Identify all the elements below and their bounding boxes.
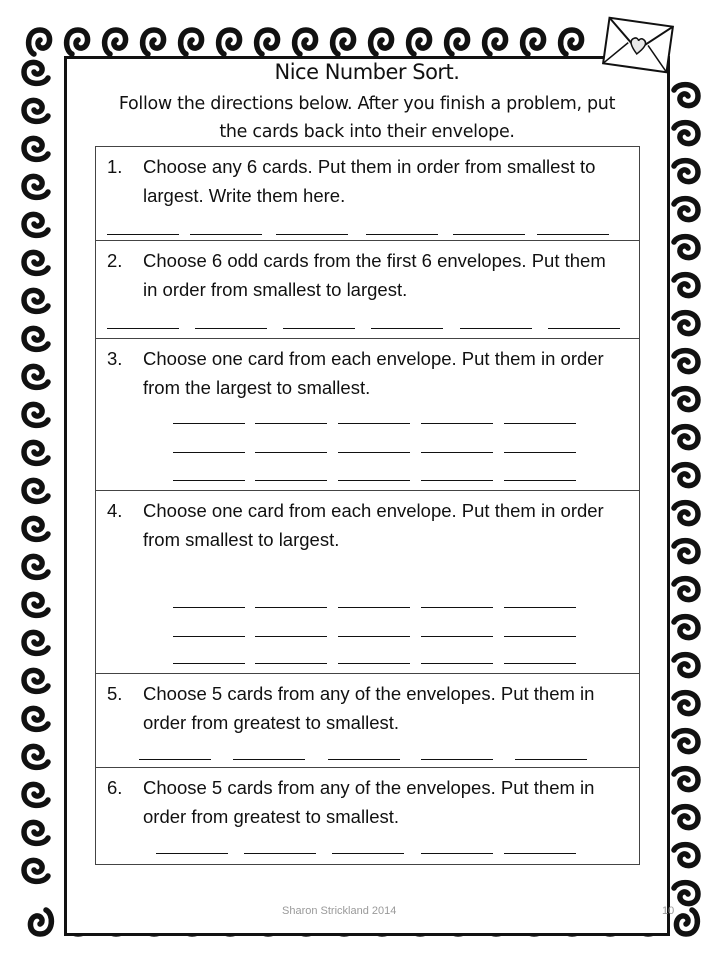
swirl-icon <box>24 670 48 691</box>
answer-blank[interactable] <box>233 759 305 760</box>
answer-blank[interactable] <box>504 663 576 664</box>
answer-blank[interactable] <box>255 663 327 664</box>
swirl-icon <box>674 351 698 372</box>
question-number: 1. <box>107 156 123 177</box>
answer-blank[interactable] <box>276 234 348 235</box>
swirl-icon <box>24 214 48 235</box>
question-number: 5. <box>107 683 123 704</box>
swirl-icon <box>24 632 48 653</box>
swirl-icon <box>143 30 164 54</box>
answer-blank[interactable] <box>504 452 576 453</box>
question-row-5 <box>96 674 639 768</box>
swirl-icon <box>24 594 48 615</box>
answer-blank[interactable] <box>548 328 620 329</box>
question-text: Choose 5 cards from any of the envelopes. Put them in order from greatest to smallest. <box>143 683 595 733</box>
swirl-icon <box>24 822 48 843</box>
swirl-icon <box>24 328 48 349</box>
answer-blank[interactable] <box>156 853 228 854</box>
page-number: 10 <box>662 905 675 917</box>
footer-credit: Sharon Strickland 2014 <box>282 905 397 917</box>
answer-blank[interactable] <box>537 234 609 235</box>
swirl-icon <box>674 693 698 714</box>
swirl-icon <box>24 442 48 463</box>
swirl-icon <box>219 30 240 54</box>
swirl-icon <box>674 313 698 334</box>
swirl-icon <box>30 910 51 934</box>
answer-blank[interactable] <box>421 759 493 760</box>
swirl-icon <box>523 30 544 54</box>
answer-blank[interactable] <box>421 663 493 664</box>
instructions-line-2: the cards back into their envelope. <box>219 122 515 142</box>
answer-blank[interactable] <box>173 480 245 481</box>
swirl-icon <box>24 138 48 159</box>
question-row-2 <box>96 241 639 339</box>
swirl-icon <box>24 480 48 501</box>
swirl-icon <box>24 290 48 311</box>
answer-blank[interactable] <box>504 607 576 608</box>
question-text: Choose 6 odd cards from the first 6 envelopes. Put them in order from smallest to largest. <box>143 250 606 300</box>
swirl-icon <box>674 85 698 106</box>
answer-blank[interactable] <box>255 636 327 637</box>
answer-blank[interactable] <box>244 853 316 854</box>
question-number: 2. <box>107 250 123 271</box>
answer-blank[interactable] <box>173 607 245 608</box>
swirl-icon <box>674 123 698 144</box>
question-text: Choose any 6 cards. Put them in order from smallest to largest. Write them here. <box>143 156 596 206</box>
swirl-icon <box>24 404 48 425</box>
question-row-4 <box>96 491 639 674</box>
question-row-3 <box>96 339 639 491</box>
question-text: Choose 5 cards from any of the envelopes. Put them in order from greatest to smallest. <box>143 777 595 827</box>
answer-blank[interactable] <box>255 423 327 424</box>
question-number: 4. <box>107 500 123 521</box>
swirl-icon <box>181 30 202 54</box>
swirl-icon <box>447 30 468 54</box>
answer-blank[interactable] <box>338 423 410 424</box>
worksheet-title: Nice Number Sort. <box>274 60 460 84</box>
worksheet-instructions <box>74 90 660 146</box>
swirl-icon <box>24 100 48 121</box>
swirl-icon <box>674 845 698 866</box>
answer-blank[interactable] <box>328 759 400 760</box>
answer-blank[interactable] <box>173 636 245 637</box>
question-row-1 <box>96 147 639 241</box>
question-row-6 <box>96 768 639 864</box>
answer-blank[interactable] <box>421 452 493 453</box>
swirl-icon <box>295 30 316 54</box>
swirl-icon <box>674 807 698 828</box>
answer-blank[interactable] <box>366 234 438 235</box>
swirl-icon <box>674 617 698 638</box>
instructions-line-1: Follow the directions below. After you finish a problem, put <box>118 94 616 114</box>
questions-table <box>95 146 640 865</box>
question-text: Choose one card from each envelope. Put them in order from smallest to largest. <box>143 500 604 550</box>
question-number: 6. <box>107 777 123 798</box>
answer-blank[interactable] <box>338 663 410 664</box>
answer-blank[interactable] <box>515 759 587 760</box>
swirl-icon <box>674 389 698 410</box>
swirl-icon <box>674 199 698 220</box>
answer-blank[interactable] <box>504 853 576 854</box>
answer-blank[interactable] <box>255 480 327 481</box>
answer-blank[interactable] <box>332 853 404 854</box>
answer-blank[interactable] <box>421 853 493 854</box>
answer-blank[interactable] <box>504 423 576 424</box>
swirl-icon <box>24 518 48 539</box>
answer-blank[interactable] <box>421 423 493 424</box>
question-text: Choose one card from each envelope. Put them in order from the largest to smallest. <box>143 348 604 398</box>
answer-blank[interactable] <box>255 452 327 453</box>
answer-blank[interactable] <box>504 636 576 637</box>
swirl-icon <box>674 465 698 486</box>
swirl-icon <box>24 62 48 83</box>
swirl-icon <box>24 784 48 805</box>
answer-blank[interactable] <box>107 328 179 329</box>
answer-blank[interactable] <box>338 636 410 637</box>
swirl-icon <box>676 910 697 934</box>
answer-blank[interactable] <box>338 607 410 608</box>
answer-blank[interactable] <box>173 423 245 424</box>
answer-blank[interactable] <box>283 328 355 329</box>
answer-blank[interactable] <box>421 480 493 481</box>
answer-blank[interactable] <box>107 234 179 235</box>
answer-blank[interactable] <box>255 607 327 608</box>
swirl-icon <box>371 30 392 54</box>
swirl-icon <box>24 366 48 387</box>
answer-blank[interactable] <box>421 607 493 608</box>
answer-blank[interactable] <box>190 234 262 235</box>
swirl-icon <box>674 731 698 752</box>
answer-blank[interactable] <box>338 452 410 453</box>
answer-blank[interactable] <box>195 328 267 329</box>
swirl-icon <box>674 883 698 904</box>
swirl-icon <box>24 746 48 767</box>
question-number: 3. <box>107 348 123 369</box>
swirl-icon <box>674 655 698 676</box>
swirl-icon <box>67 30 88 54</box>
swirl-icon <box>674 237 698 258</box>
answer-blank[interactable] <box>173 452 245 453</box>
swirl-icon <box>674 427 698 448</box>
swirl-icon <box>24 176 48 197</box>
swirl-icon <box>105 30 126 54</box>
answer-blank[interactable] <box>421 636 493 637</box>
swirl-icon <box>674 275 698 296</box>
swirl-icon <box>24 860 48 881</box>
swirl-icon <box>674 161 698 182</box>
answer-blank[interactable] <box>371 328 443 329</box>
swirl-icon <box>561 30 582 54</box>
swirl-icon <box>674 503 698 524</box>
swirl-icon <box>24 556 48 577</box>
swirl-icon <box>674 579 698 600</box>
swirl-icon <box>333 30 354 54</box>
answer-blank[interactable] <box>460 328 532 329</box>
answer-blank[interactable] <box>504 480 576 481</box>
swirl-icon <box>674 541 698 562</box>
answer-blank[interactable] <box>338 480 410 481</box>
answer-blank[interactable] <box>139 759 211 760</box>
swirl-icon <box>409 30 430 54</box>
answer-blank[interactable] <box>173 663 245 664</box>
swirl-icon <box>29 30 50 54</box>
swirl-icon <box>257 30 278 54</box>
swirl-icon <box>485 30 506 54</box>
answer-blank[interactable] <box>453 234 525 235</box>
swirl-icon <box>24 708 48 729</box>
swirl-icon <box>24 252 48 273</box>
swirl-icon <box>674 769 698 790</box>
